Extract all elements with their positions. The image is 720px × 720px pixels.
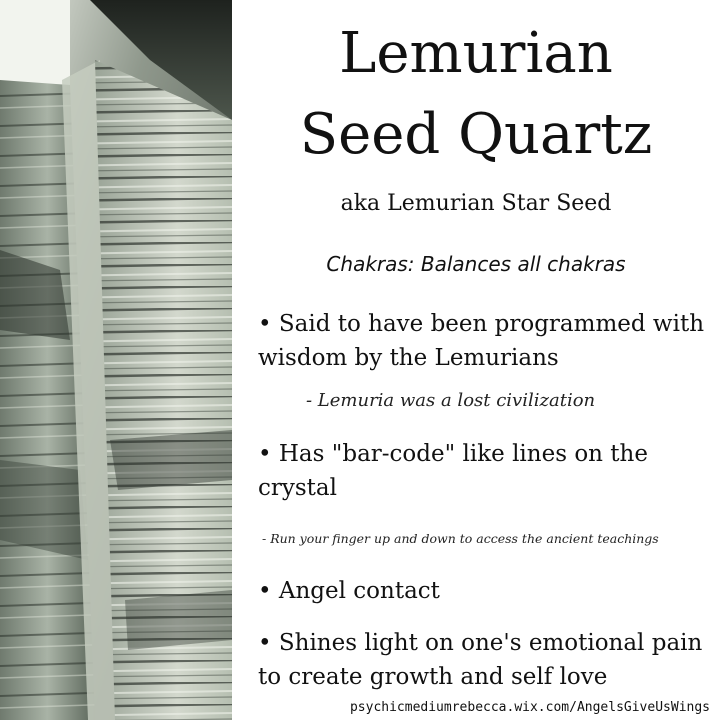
crystal-photo-image [0,0,232,720]
note-run-finger: - Run your finger up and down to access the ancient teachings [262,531,659,546]
chakras-line: Chakras: Balances all chakras [326,252,626,276]
bullet-programmed-wisdom: • Said to have been programmed with wisdom by the Lemurians [258,311,705,371]
note-lemuria: - Lemuria was a lost civilization [306,390,596,411]
source-url: psychicmediumrebecca.wix.com/AngelsGiveUsWings [349,700,710,715]
bullet-bar-code-lines: • Has "bar-code" like lines on the crystal [258,441,648,501]
bullet-angel-contact: • Angel contact [258,578,440,604]
text-panel [232,0,720,720]
aka-subtitle: aka Lemurian Star Seed [340,191,612,216]
crystal-photo [0,0,232,720]
bullet-emotional-pain: • Shines light on one's emotional pain to create growth and self love [258,630,703,690]
title-line-2: Seed Quartz [299,102,653,167]
title-line-1: Lemurian [339,21,613,86]
